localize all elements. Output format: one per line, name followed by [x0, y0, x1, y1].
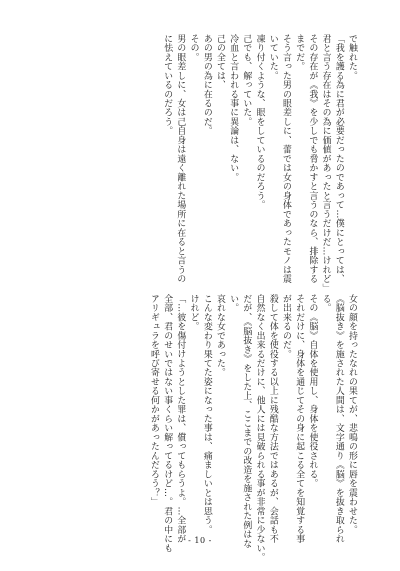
text-line: 殺して体を使役する以上に残酷な方法ではあるが、会話も不 [267, 294, 278, 544]
text-line: 「我を護る為に君が必要だったのであって…僕にとっては、 [333, 34, 344, 284]
text-line: 君と言う存在はその為に価値があったと言うだけだ…けれど」 [320, 34, 331, 293]
text-line: その存在が《我》を少しでも脅かすと言うのなら、排除する [307, 34, 318, 284]
text-line: る。 [320, 294, 331, 313]
text-line: 己でも、解っていた。 [241, 34, 252, 127]
text-line: アリギュラを呼び寄せる何かがあったんだろう？」 [148, 294, 159, 507]
text-line: までだ。 [294, 34, 305, 71]
text-line: が出来るのだ。 [280, 294, 291, 359]
text-line: その。 [188, 34, 199, 62]
text-line: 凍り付くような、眼をしているのだろう。 [254, 34, 265, 210]
text-line: で触れた。 [347, 34, 357, 81]
text-line: いていた。 [267, 34, 278, 81]
text-line: それだけに、身体を通じてその身に起こる全てを知覚する事 [294, 294, 305, 544]
text-line: 「…彼を傷付けようとした罪は、償ってもらうよ。…全部が [175, 294, 186, 544]
text-line: 女の顔を持ったなれの果てが、悲鳴の形に唇を震わせた。 [347, 294, 357, 535]
text-line: そう言った男の眼差しに、蕾では女の身体であったモノは震 [280, 34, 291, 284]
text-line: その《脳》自体を使用し、身体を使役される。 [307, 294, 318, 489]
text-line: 哀れな女であった。 [214, 294, 225, 378]
text-line: 《脳抜き》を施された人間は、文字通り《脳》を抜き取られ [333, 294, 344, 544]
text-line: 全部、君のせいではない事くらい解ってるけど…。君の中にも [162, 294, 173, 553]
text-line: あの男の為に在るのだ。 [201, 34, 212, 136]
upper-text-block [160, 34, 358, 293]
page-number: - 10 - [188, 536, 212, 545]
text-line: に怯えているのだろう。 [162, 34, 173, 136]
text-line: 己の全ては、 [214, 34, 225, 90]
text-line: 自然なく出来るだけに、他人には見破られる事が非常に少ない。 [254, 294, 265, 562]
text-line: 男の眼差しに、女は己自身は遠く離れた場所に在ると言うの [175, 34, 186, 284]
text-line: けれど。 [188, 294, 199, 331]
text-line: 冷血と言われる事に異論は、ない。 [228, 34, 239, 182]
text-line: い。 [228, 294, 239, 313]
text-line: こんな変わり果てた姿になった事は、痛ましいとは思う。 [201, 294, 212, 535]
text-line: だが、《脳抜き》をした上、ここまでの改造を施された例はな [241, 294, 252, 549]
